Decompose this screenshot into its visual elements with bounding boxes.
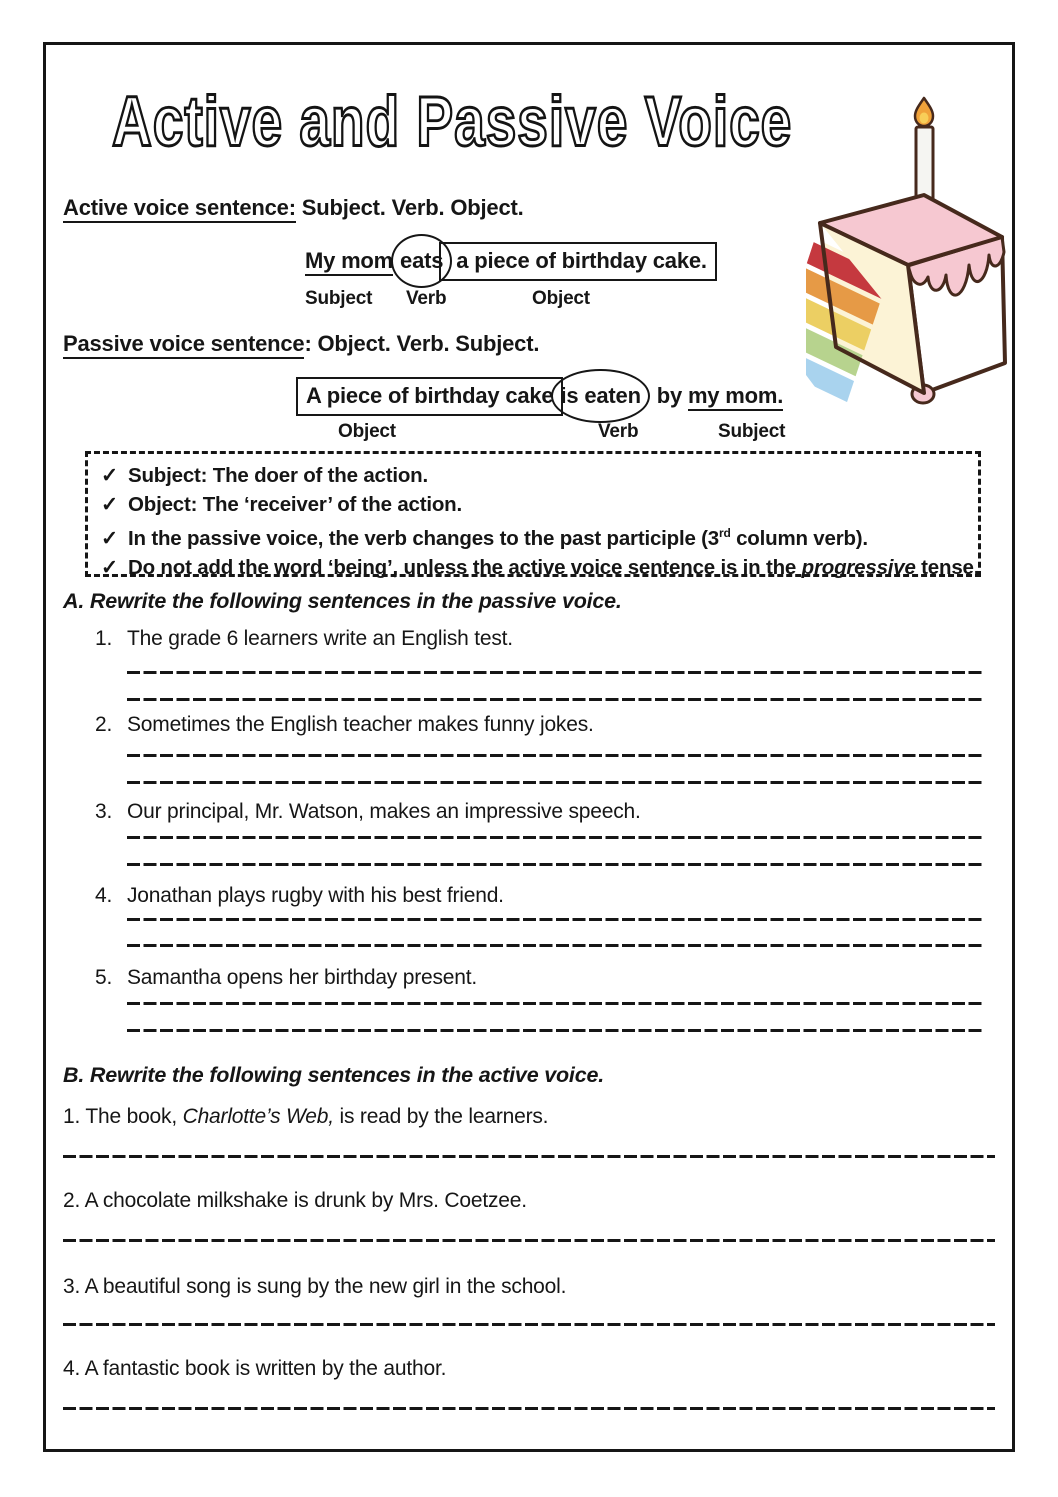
passive-voice-label: Passive voice sentence (63, 331, 304, 359)
label-subject-2: Subject (718, 421, 786, 442)
label-object: Object (532, 288, 590, 309)
checkmark-icon: ✓ (101, 464, 118, 487)
note-text: Subject: The doer of the action. (128, 464, 428, 487)
passive-verb-circled: is eaten (551, 369, 649, 423)
question-italic: Charlotte’s Web, (182, 1105, 334, 1128)
note-item (101, 553, 980, 582)
checkmark-icon: ✓ (101, 493, 118, 516)
question-b1 (63, 1105, 548, 1129)
section-b-heading: B. Rewrite the following sentences in the active voice. (63, 1063, 604, 1087)
question-text: The grade 6 learners write an English test. (127, 627, 513, 650)
answer-line (127, 671, 985, 674)
note-text: Object: The ‘receiver’ of the action. (128, 493, 462, 516)
question-number: 4. (95, 884, 113, 907)
note-item (101, 490, 968, 519)
answer-line (127, 698, 985, 701)
question-text: Sometimes the English teacher makes funny jokes. (127, 713, 594, 736)
answer-line (127, 1029, 985, 1032)
active-object-boxed: a piece of birthday cake. (439, 242, 717, 281)
answer-line (127, 863, 985, 866)
answer-line (63, 1407, 995, 1410)
answer-line (127, 1002, 985, 1005)
question-b2 (63, 1189, 527, 1213)
question-b3 (63, 1275, 566, 1299)
label-object-2: Object (338, 421, 396, 442)
note-text: tense. (915, 555, 980, 579)
answer-line (63, 1155, 995, 1158)
answer-line (127, 781, 985, 784)
label-verb-2: Verb (598, 421, 639, 442)
active-example-sentence (305, 242, 717, 281)
question-text: Our principal, Mr. Watson, makes an impressive speech. (127, 800, 641, 823)
notes-box (85, 451, 981, 577)
label-verb: Verb (406, 288, 447, 309)
question-number: 1. (95, 627, 113, 650)
question-b4 (63, 1357, 446, 1381)
label-subject: Subject (305, 288, 373, 309)
active-verb-circled: eats (391, 234, 452, 288)
passive-object-boxed: A piece of birthday cake (296, 377, 563, 416)
note-superscript: rd (719, 526, 731, 540)
passive-voice-header (63, 331, 539, 357)
candle-flame-inner (920, 113, 929, 124)
passive-voice-pattern: : Object. Verb. Subject. (304, 331, 540, 356)
checkmark-icon: ✓ (101, 555, 118, 579)
answer-line (127, 754, 985, 757)
active-voice-label: Active voice sentence: (63, 195, 296, 223)
question-text: 1. The book, (63, 1105, 183, 1128)
page-border (43, 42, 1015, 1452)
question-a2 (95, 713, 594, 737)
passive-by: by (650, 383, 688, 408)
question-a5 (95, 966, 477, 990)
question-text: Samantha opens her birthday present. (127, 966, 478, 989)
question-a1 (95, 627, 513, 651)
active-voice-pattern: Subject. Verb. Object. (295, 195, 524, 220)
birthday-cake-illustration (806, 95, 1021, 412)
note-text: Do not add the word ‘being’, unless the active voice sentence is in the (128, 555, 802, 579)
answer-line (63, 1323, 995, 1326)
question-text: is read by the learners. (333, 1105, 549, 1128)
passive-example-sentence (296, 377, 783, 416)
answer-line (127, 944, 985, 947)
answer-line (63, 1239, 995, 1242)
question-a4 (95, 884, 504, 908)
active-subject: My mom (305, 248, 393, 276)
active-voice-header (63, 195, 524, 221)
question-text: 2. A chocolate milkshake is drunk by Mrs. Coetzee. (63, 1189, 527, 1212)
note-italic: progressive (801, 555, 916, 579)
note-item (101, 519, 968, 553)
question-text: 3. A beautiful song is sung by the new girl in the school. (63, 1275, 567, 1298)
question-text: 4. A fantastic book is written by the author. (63, 1357, 447, 1380)
answer-line (127, 918, 985, 921)
note-text: In the passive voice, the verb changes to the past participle (3 (128, 526, 719, 550)
note-item (101, 461, 968, 490)
question-a3 (95, 800, 641, 824)
section-a-heading: A. Rewrite the following sentences in the passive voice. (63, 589, 622, 613)
note-text: column verb). (730, 526, 868, 550)
question-number: 2. (95, 713, 113, 736)
birthday-cake-icon (806, 95, 1021, 407)
question-number: 5. (95, 966, 113, 989)
question-number: 3. (95, 800, 113, 823)
question-text: Jonathan plays rugby with his best friend. (127, 884, 504, 907)
page-title: Active and Passive Voice (112, 82, 793, 162)
checkmark-icon: ✓ (101, 526, 118, 550)
passive-subject: my mom. (688, 383, 783, 411)
answer-line (127, 836, 985, 839)
